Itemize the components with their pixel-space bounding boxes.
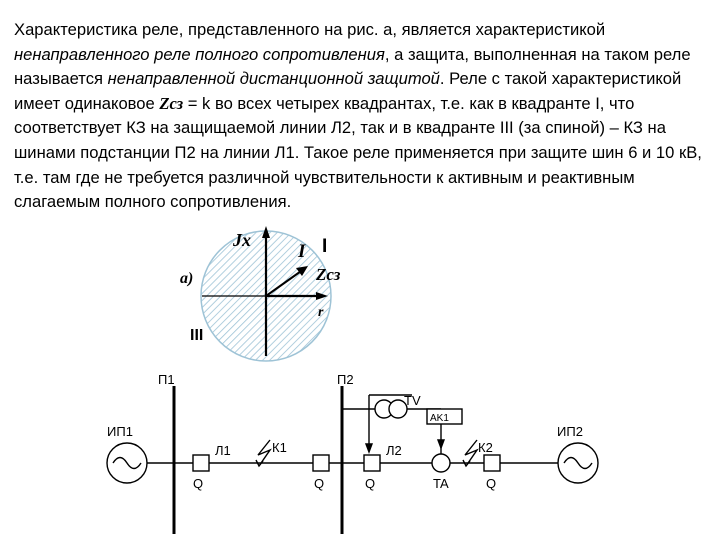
impedance-characteristic [180,226,341,361]
bus-p1-label: П1 [158,372,175,387]
text-span: = k во всех четырех квадрантах, т.е. как в квадранте I, что соответствует КЗ на защищаемой линии Л2, так и в квадранте III (за спиной) – КЗ на шинами подстанции П2 на линии Л1. Такое реле применяется при защите шин 6 и 10 кВ, т.е. там где не требуется различной чувствительности к активным и реактивным слагаемым полного сопротивления. [14,93,702,212]
zc-label: Zсз [316,265,341,284]
breaker-q1-label: Q [193,476,204,491]
tv-label: TV [404,393,421,408]
fault-k2-label: К2 [478,440,493,455]
breaker-q1 [193,455,209,471]
fault-k1-icon [258,440,270,466]
source-ip1-label: ИП1 [107,424,133,439]
italic-term-relay: ненаправленного реле полного сопротивления [14,44,385,64]
arrow-down-ta [438,440,444,448]
jx-label: Jx [233,230,251,250]
fault-k1-label: К1 [272,440,287,455]
arrow-down-l2 [366,444,372,452]
italic-term-protection: ненаправленной дистанционной защитой [107,69,440,89]
network-scheme [107,386,598,534]
r-label: r [318,305,324,320]
breaker-q3-label: Q [365,476,376,491]
source-ip2-label: ИП2 [557,424,583,439]
breaker-q2 [313,455,329,471]
line-l2-label: Л2 [386,443,402,458]
text-span: . Реле с такой характеристикой имеет одинаковое [14,69,682,113]
relay-ak1-label: AK1 [430,413,449,424]
breaker-q4 [484,455,500,471]
current-transformer-ta [432,454,450,472]
text-span: , а защита, выполненная на таком реле называется [14,44,691,89]
zc-symbol: Zсз [159,93,184,113]
line-l1-label: Л1 [215,443,231,458]
breaker-q2-label: Q [314,476,325,491]
breaker-q4-label: Q [486,476,497,491]
figure-label: а) [180,270,194,287]
breaker-q3 [364,455,380,471]
quadrant-i-label: I [298,241,306,262]
bus-p2-label: П2 [337,372,354,387]
quadrant-iii-label: III [190,327,204,344]
quadrant-i-roman: I [322,236,328,257]
ta-label: TA [433,476,449,491]
text-span: Характеристика реле, представленного на рис. а, является характеристикой [14,20,606,39]
fault-k2-icon [465,440,477,466]
